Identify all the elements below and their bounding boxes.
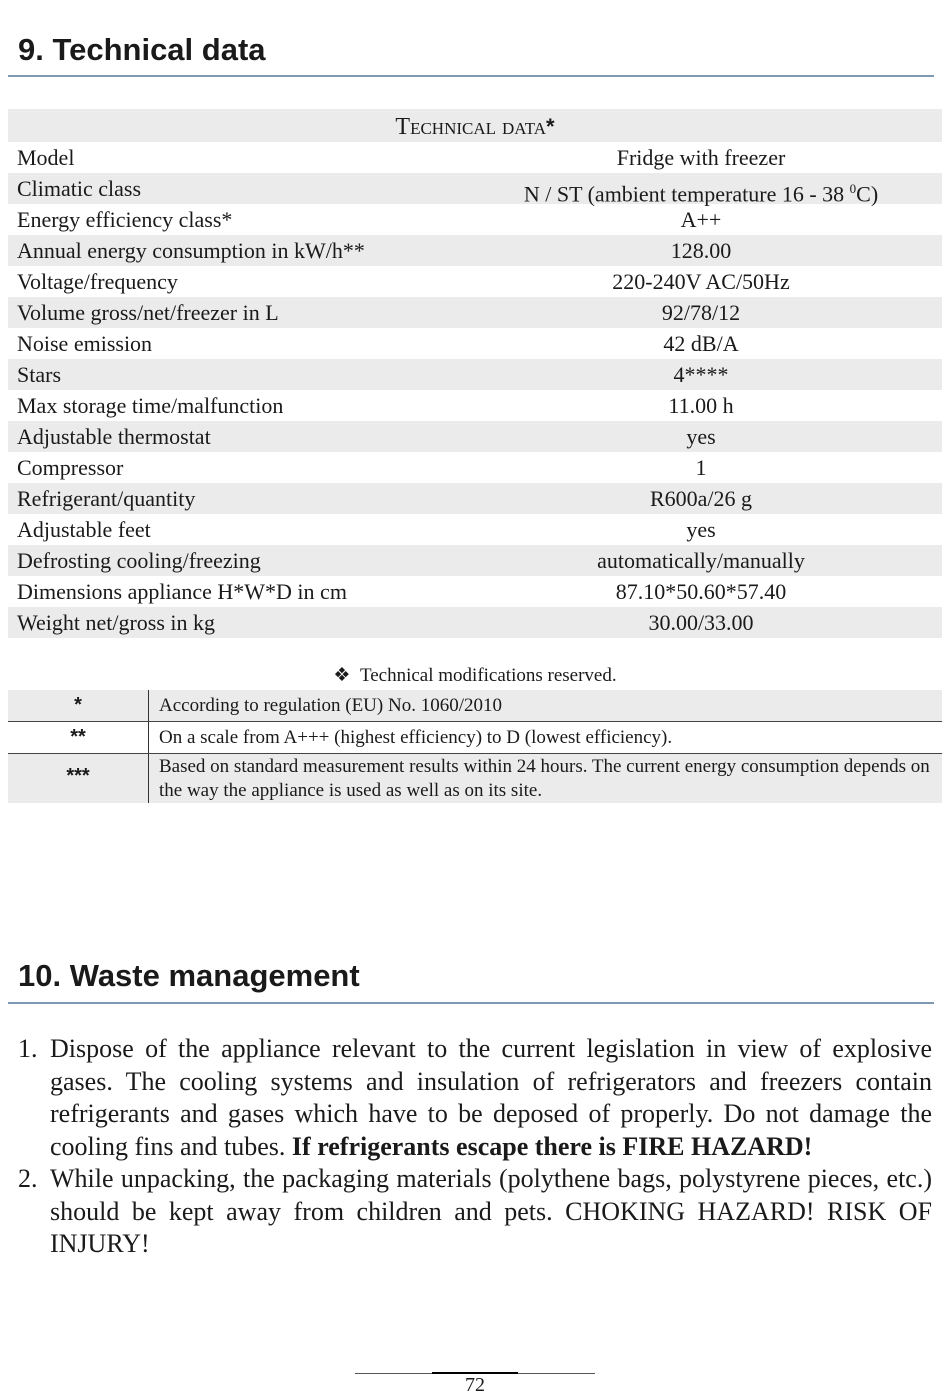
row-value [490,607,942,638]
row-label: Energy efficiency class* [17,207,233,232]
row-value-text: 4**** [673,362,729,387]
row-value-text: 220-240V AC/50Hz [612,269,790,294]
footnotes-table [8,690,942,803]
row-value-text: 128.00 [670,238,732,263]
technical-data-table [8,109,942,638]
row-value-unit: C) [856,181,879,207]
heading-divider [8,1002,934,1004]
row-value [490,142,942,173]
table-row [8,266,942,297]
technical-data-rows [8,142,942,638]
table-row [8,576,942,607]
row-value [490,421,942,452]
row-value [490,576,942,607]
row-label: Model [17,145,75,170]
modifications-text: Technical modifications reserved. [359,665,617,686]
table-row [8,483,942,514]
table-row [8,607,942,638]
section-heading-technical-data: 9. Technical data [18,32,266,67]
table-row [8,142,942,173]
section-heading-waste-management: 10. Waste management [18,958,360,993]
row-value [490,204,942,235]
row-value-text: A++ [680,207,722,232]
modifications-note [0,664,950,687]
list-item [18,1033,932,1163]
row-label: Refrigerant/quantity [17,486,196,511]
row-value-text: 1 [695,455,707,480]
row-label: Volume gross/net/freezer in L [17,300,279,325]
row-value-text: 92/78/12 [661,300,741,325]
row-value [490,545,942,576]
table-row [8,545,942,576]
list-item [18,1163,932,1261]
row-value [490,328,942,359]
row-label: Noise emission [17,331,153,356]
row-value [490,266,942,297]
row-label: Compressor [17,455,124,480]
diamond-bullet-icon: ❖ [333,665,351,686]
list-item-text [50,1033,932,1163]
footnote-text: On a scale from A+++ (highest efficiency) to D (lowest efficiency). [159,727,673,748]
row-value [490,483,942,514]
row-value-text: N / ST (ambient temperature 16 - 38 [523,181,850,207]
table-row [8,514,942,545]
row-value [490,452,942,483]
footnote-text: According to regulation (EU) No. 1060/2010 [159,695,502,716]
row-label: Adjustable feet [17,517,151,542]
fire-hazard-warning: If refrigerants escape there is FIRE HAZARD! [291,1131,813,1161]
row-value-text: yes [686,424,716,449]
row-value-text: 11.00 h [668,393,734,418]
row-label: Max storage time/malfunction [17,393,284,418]
row-label: Voltage/frequency [17,269,178,294]
row-value-text: R600a/26 g [649,486,753,511]
row-value-text: yes [686,517,716,542]
row-label: Dimensions appliance H*W*D in cm [17,579,347,604]
list-item-text: While unpacking, the packaging materials (polythene bags, polystyrene pieces, etc.) should be kept away from children and pets. CHOKING HAZARD! RISK OF INJURY! [50,1164,932,1258]
row-value-text: automatically/manually [597,548,805,573]
row-value-text: 42 dB/A [663,331,739,356]
technical-data-table-title [8,109,942,142]
footnote-symbol: * [8,690,149,721]
footnote-row [8,690,942,722]
footnote-row [8,722,942,754]
table-row [8,421,942,452]
list-item-body: Dispose of the appliance relevant to the current legislation in view of explosive gases. The cooling systems and insulation of refrigerators and freezers contain refrigerants and gases which have to be deposed of properly. Do not damage the cooling fins and tubes. [50,1034,932,1161]
table-row [8,452,942,483]
row-label: Defrosting cooling/freezing [17,548,261,573]
row-value [490,359,942,390]
row-value-text: 87.10*50.60*57.40 [615,579,787,604]
table-row [8,328,942,359]
table-title-text: Technical data [395,114,546,140]
list-item-number: 1. [18,1034,38,1063]
waste-management-list [18,1033,932,1261]
row-value [490,514,942,545]
table-row [8,359,942,390]
footnote-row [8,754,942,803]
row-label: Annual energy consumption in kW/h** [17,238,365,263]
row-label: Climatic class [17,176,142,201]
table-row [8,204,942,235]
row-label: Stars [17,362,61,387]
footnote-symbol: ** [8,722,149,753]
page-number: 72 [465,1374,485,1396]
footnote-text: Based on standard measurement results within 24 hours. The current energy consumption depends on the way the appliance is used as well as on its site. [159,756,930,801]
row-label: Weight net/gross in kg [17,610,216,635]
footnote-symbol: *** [8,754,149,803]
degree-superscript: 0 [849,181,857,196]
row-value-text: Fridge with freezer [616,145,786,170]
row-value [490,297,942,328]
row-value-text: 30.00/33.00 [648,610,754,635]
table-title-star: * [546,114,555,139]
list-item-number: 2. [18,1164,38,1193]
row-value [490,390,942,421]
table-row [8,173,942,207]
row-label: Adjustable thermostat [17,424,211,449]
row-value [490,173,942,207]
row-value [490,235,942,266]
heading-divider [8,75,934,77]
table-row [8,297,942,328]
table-row [8,235,942,266]
table-row [8,390,942,421]
